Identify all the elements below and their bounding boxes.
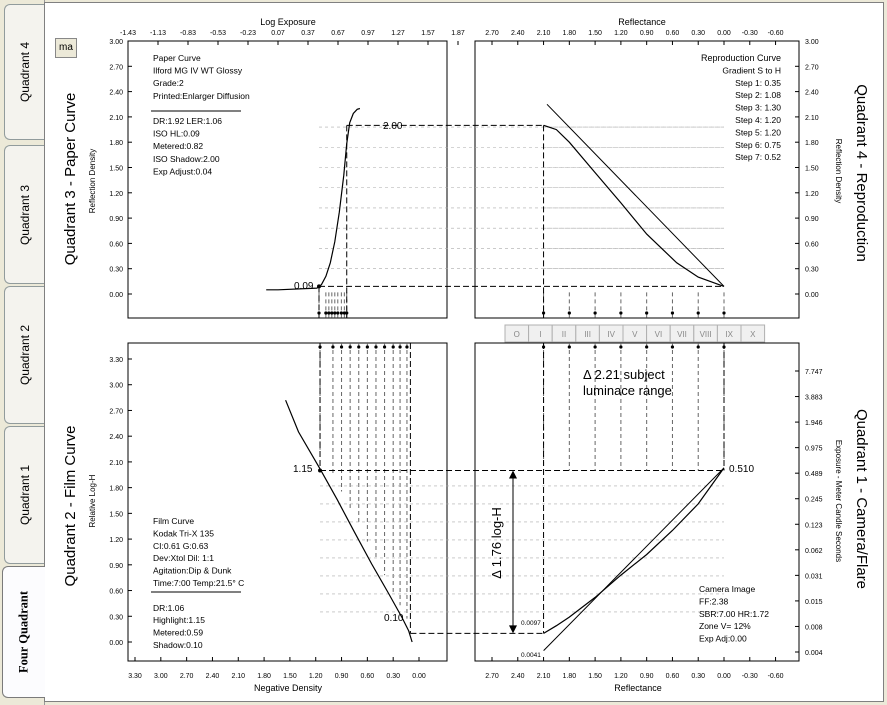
q1-annot-shadow: 0.0097: [521, 620, 541, 627]
q3-zone-dot: [345, 311, 348, 314]
q3-ylabel: Reflection Density: [88, 148, 97, 214]
q1-zone-dot: [619, 345, 622, 348]
q2-x-tick: 2.70: [179, 673, 194, 680]
q1-zone-dot: [697, 345, 700, 348]
zone-label: V: [632, 330, 638, 339]
q1-right-axis-label: Exposure - Meter Candle Seconds: [834, 439, 843, 563]
tab-label: Quadrant 4: [17, 41, 32, 103]
tab-quadrant-1[interactable]: [4, 426, 44, 564]
q1-right-tick: 3.883: [805, 394, 823, 402]
q4-y-tick: 2.40: [805, 89, 819, 97]
q2-x-tick: 1.20: [308, 673, 323, 680]
q1-info-line: Exp Adj:0.00: [699, 633, 747, 644]
q2-info-line: Time:7:00 Temp:21.5° C: [153, 578, 245, 588]
q1-quadrant-title: Quadrant 1 - Camera/Flare: [853, 408, 870, 590]
q4-info-line: Step 2: 1.08: [735, 90, 781, 101]
q2-ylabel: Relative Log-H: [88, 474, 97, 528]
q2-info-line: Shadow:0.10: [153, 640, 203, 650]
tab-quadrant-2[interactable]: [4, 286, 44, 424]
zone-label: X: [750, 330, 756, 339]
q1-x-tick: 2.10: [536, 673, 551, 680]
q3-y-tick: 2.40: [109, 89, 123, 97]
tab-label: Four Quadrant: [16, 590, 31, 674]
q2-x-tick: 2.40: [205, 673, 220, 680]
q2-x-tick: 1.80: [257, 673, 271, 680]
q1-right-tick: 0.975: [805, 445, 823, 453]
tab-four-quadrant[interactable]: [2, 566, 45, 698]
q3-zone-dot: [330, 311, 333, 314]
q3-info-line: Paper Curve: [153, 53, 201, 63]
q2-xlabel: Negative Density: [253, 683, 323, 693]
q4-info-line: Step 5: 1.20: [735, 127, 781, 138]
q3-info-line: ISO Shadow:2.00: [153, 153, 220, 164]
q4-info-line: Step 4: 1.20: [735, 115, 781, 125]
q1-info-line: FF:2.38: [699, 596, 729, 607]
q3-y-tick: 0.30: [109, 266, 123, 274]
q3-annot-shadow: 0.09: [294, 281, 314, 292]
q3-zone-dot: [336, 311, 339, 314]
q4-y-tick: 0.30: [805, 266, 819, 274]
q2-zone-dot: [383, 345, 386, 348]
tab-label: Quadrant 2: [17, 324, 32, 386]
q3-info-line: Printed:Enlarger Diffusion: [153, 90, 250, 101]
q1-right-tick: 0.015: [805, 598, 823, 606]
q4-top-tick: 0.60: [665, 30, 680, 37]
q3-annot-highlight: 2.00: [383, 121, 403, 132]
q1-range-arrow-head-top: [509, 470, 517, 478]
q1-right-tick: 0.004: [805, 650, 823, 657]
zone-label: III: [584, 330, 591, 339]
q2-y-tick: 3.30: [109, 357, 123, 364]
q2-quadrant-title: Quadrant 2 - Film Curve: [62, 425, 79, 587]
q2-info-line: CI:0.61 G:0.63: [153, 540, 209, 551]
q4-info-line: Step 7: 0.52: [735, 152, 781, 163]
q1-annot-logh: Δ 1.76 log-H: [489, 507, 504, 579]
q1-right-tick: 0.008: [805, 624, 823, 632]
q3-quadrant-title: Quadrant 3 - Paper Curve: [62, 92, 79, 266]
q2-zone-dot: [398, 345, 401, 348]
q4-zone-dot: [722, 311, 725, 314]
q4-y-tick: 0.60: [805, 241, 819, 249]
zone-label: O: [513, 330, 520, 339]
tab-quadrant-3[interactable]: [4, 145, 44, 284]
q2-annot-highlight: 1.15: [293, 464, 313, 475]
q2-zone-dot: [340, 345, 343, 348]
q3-top-tick: 1.87: [451, 30, 465, 37]
q3-zone-dot: [324, 311, 327, 314]
q2-x-tick: 3.30: [128, 673, 142, 680]
q4-y-tick: 2.70: [805, 64, 819, 72]
q3-info-line: Ilford MG IV WT Glossy: [153, 65, 243, 76]
q4-top-tick: 0.00: [717, 30, 731, 37]
q2-zone-dot: [392, 345, 395, 348]
zone-label: VII: [677, 330, 687, 339]
q3-top-tick: -1.13: [150, 30, 166, 37]
q1-right-tick: 1.946: [805, 420, 823, 428]
q3-top-tick: 0.37: [301, 30, 315, 37]
q4-reproduction-curve: [544, 125, 724, 286]
tab-quadrant-4[interactable]: [4, 4, 44, 140]
q3-top-tick: -0.23: [240, 30, 256, 37]
q2-x-tick: 0.90: [334, 673, 349, 680]
q1-annot-luminance-2: luminace range: [583, 383, 672, 398]
q4-top-tick: 0.90: [639, 30, 654, 37]
q4-zone-dot: [645, 311, 648, 314]
q4-top-tick: -0.60: [767, 30, 784, 37]
q2-info-line: Metered:0.59: [153, 627, 204, 638]
q2-annot-shadow: 0.10: [384, 613, 404, 624]
q3-zone-dot: [333, 311, 336, 314]
q1-info-line: SBR:7.00 HR:1.72: [699, 608, 769, 619]
q1-x-tick: 1.50: [588, 673, 602, 680]
q2-y-tick: 2.70: [109, 408, 123, 416]
q2-info-line: DR:1.06: [153, 602, 185, 613]
q1-info-line: Camera Image: [699, 584, 756, 594]
q1-x-tick: 0.00: [717, 673, 731, 680]
q1-right-tick: 0.062: [805, 547, 823, 555]
q1-x-tick: 2.70: [485, 673, 499, 680]
q1-flare-curve: [544, 468, 724, 634]
zone-label: II: [561, 330, 567, 339]
q3-y-tick: 0.00: [109, 292, 123, 299]
q1-x-tick: -0.30: [741, 673, 758, 680]
q4-info-line: Step 6: 0.75: [735, 139, 781, 150]
q1-zone-dot: [671, 345, 674, 348]
q1-xlabel: Reflectance: [614, 683, 662, 693]
zone-label: IV: [607, 330, 615, 339]
q4-zone-dot: [594, 311, 597, 314]
q4-top-tick: 1.20: [614, 30, 628, 37]
q1-zone-dot: [594, 345, 597, 348]
zone-label: VI: [654, 330, 663, 339]
q4-y-tick: 2.10: [805, 114, 819, 122]
quadrant-tab-strip: [0, 0, 45, 705]
q3-y-tick: 1.20: [109, 190, 123, 198]
q4-y-tick: 0.00: [805, 292, 819, 299]
q1-right-tick: 0.489: [805, 471, 823, 479]
q2-zone-dot: [349, 345, 352, 348]
q2-hl-point: [318, 468, 322, 472]
q4-zone-dot: [619, 311, 622, 314]
q2-zone-dot: [357, 345, 360, 348]
q1-right-tick: 0.031: [805, 573, 823, 581]
q4-top-tick: 0.30: [691, 30, 706, 37]
q2-zone-dot: [331, 345, 334, 348]
q3-top-tick: 0.07: [271, 30, 285, 37]
q3-y-tick: 2.10: [109, 114, 123, 122]
q4-straight-line: [547, 104, 724, 286]
q1-annot-luminance-1: Δ 2.21 subject: [583, 367, 665, 382]
q3-info-line: Exp Adjust:0.04: [153, 166, 213, 177]
ma-button[interactable]: ma: [55, 38, 77, 58]
q4-top-axis-label: Reflectance: [618, 17, 666, 27]
q2-zone-dot: [405, 345, 408, 348]
q3-zone-dot: [340, 311, 343, 314]
tab-label: Quadrant 1: [17, 464, 32, 526]
zone-label: I: [539, 330, 542, 339]
q4-info-line: Step 1: 0.35: [735, 77, 781, 88]
q3-info-line: ISO HL:0.09: [153, 128, 200, 139]
tab-label: Quadrant 3: [17, 184, 32, 245]
q4-info-line: Reproduction Curve: [700, 53, 781, 63]
q4-ylabel: Reflection Density: [834, 138, 843, 204]
zone-label: IX: [725, 330, 733, 339]
q2-zone-dot: [374, 345, 377, 348]
q3-y-tick: 1.80: [109, 140, 123, 148]
q1-x-tick: 2.40: [510, 673, 525, 680]
q3-top-tick: 0.97: [361, 30, 375, 37]
q3-y-tick: 2.70: [109, 64, 123, 72]
q1-info-line: Zone V= 12%: [699, 621, 751, 632]
q2-y-tick: 0.00: [109, 640, 123, 647]
q3-top-axis-label: Log Exposure: [260, 17, 316, 27]
q2-info-line: Agitation:Dip & Dunk: [153, 565, 232, 576]
q4-top-tick: 1.80: [562, 30, 577, 37]
q3-top-tick: -1.43: [120, 30, 136, 37]
q2-zone-dot: [366, 345, 369, 348]
q2-x-tick: 0.00: [412, 673, 426, 680]
q3-info-line: Metered:0.82: [153, 141, 204, 152]
q4-zone-dot: [671, 311, 674, 314]
q4-top-tick: 2.40: [510, 30, 525, 37]
q4-zone-dot: [697, 311, 700, 314]
q3-paper-curve: [266, 109, 360, 290]
q4-top-tick: -0.30: [741, 30, 758, 37]
four-quadrant-chart: [45, 3, 883, 701]
q1-right-tick: 0.245: [805, 496, 823, 504]
q2-y-tick: 2.10: [109, 459, 123, 467]
q1-right-tick: 0.123: [805, 522, 823, 530]
q4-zone-dot: [542, 311, 545, 314]
q3-top-tick: 1.27: [391, 30, 405, 37]
q3-y-tick: 0.60: [109, 241, 123, 249]
q1-right-tick: 7.747: [805, 369, 823, 376]
q1-straight-line: [544, 468, 724, 651]
q2-y-tick: 3.00: [109, 382, 123, 390]
q3-top-tick: 1.57: [421, 30, 435, 37]
q1-x-tick: -0.60: [767, 673, 784, 680]
q1-x-tick: 1.80: [562, 673, 577, 680]
q4-y-tick: 3.00: [805, 39, 819, 46]
q2-x-tick: 0.30: [386, 673, 400, 680]
q2-info-line: Kodak Tri-X 135: [153, 528, 214, 539]
q3-y-tick: 3.00: [109, 39, 123, 46]
q4-info-line: Step 3: 1.30: [735, 102, 781, 113]
q1-zone-dot: [568, 345, 571, 348]
q4-top-tick: 1.50: [588, 30, 602, 37]
q1-x-tick: 0.60: [665, 673, 680, 680]
q4-y-tick: 0.90: [805, 216, 819, 224]
q1-x-tick: 0.30: [691, 673, 706, 680]
q3-top-tick: -0.53: [210, 30, 226, 37]
q1-x-tick: 0.90: [639, 673, 654, 680]
q2-y-tick: 0.90: [109, 562, 123, 570]
q1-annot-flare: 0.0041: [521, 652, 541, 659]
q2-x-tick: 1.50: [283, 673, 297, 680]
q2-y-tick: 1.50: [109, 511, 123, 519]
q3-info-line: Grade:2: [153, 78, 184, 89]
q1-range-arrow-head-bottom: [509, 625, 517, 633]
q3-top-tick: -0.83: [180, 30, 196, 37]
q3-top-tick: 0.67: [331, 30, 345, 37]
chart-panel: [44, 2, 884, 702]
q2-info-line: Highlight:1.15: [153, 615, 205, 626]
q1-x-tick: 1.20: [614, 673, 628, 680]
q4-top-tick: 2.70: [485, 30, 499, 37]
q4-top-tick: 2.10: [536, 30, 551, 37]
q4-y-tick: 1.20: [805, 190, 819, 198]
q3-info-line: DR:1.92 LER:1.06: [153, 116, 222, 126]
q4-y-tick: 1.80: [805, 140, 819, 148]
q1-annot-highlight: 0.510: [729, 464, 755, 475]
q2-y-tick: 2.40: [109, 434, 123, 442]
q2-x-tick: 2.10: [231, 673, 246, 680]
q4-y-tick: 1.50: [805, 165, 819, 173]
q4-zone-dot: [568, 311, 571, 314]
q3-shadow-point: [317, 284, 321, 288]
q3-y-tick: 1.50: [109, 165, 123, 173]
q2-y-tick: 1.80: [109, 485, 123, 493]
zone-label: VIII: [699, 330, 712, 339]
q2-info-line: Film Curve: [153, 516, 195, 526]
q2-info-line: Dev:Xtol Dil: 1:1: [153, 553, 214, 564]
q3-y-tick: 0.90: [109, 216, 123, 224]
q2-x-tick: 0.60: [360, 673, 375, 680]
q2-y-tick: 1.20: [109, 537, 123, 545]
q4-quadrant-title: Quadrant 4 - Reproduction: [853, 84, 870, 262]
q3-zone-dot: [327, 311, 330, 314]
q1-zone-dot: [645, 345, 648, 348]
q2-y-tick: 0.60: [109, 588, 123, 596]
q4-info-line: Gradient S to H: [722, 65, 781, 76]
q2-y-tick: 0.30: [109, 614, 123, 622]
q2-x-tick: 3.00: [154, 673, 168, 680]
